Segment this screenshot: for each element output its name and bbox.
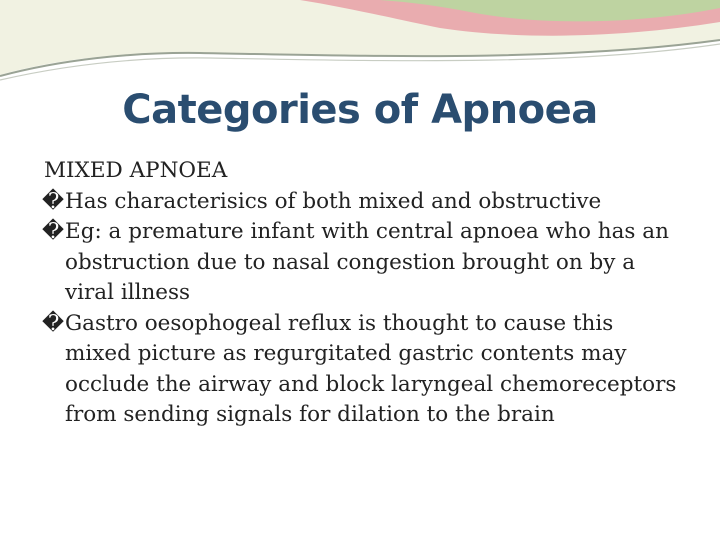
bullet-text: Has characterisics of both mixed and obstructive — [65, 188, 602, 214]
bullet-marker-icon: � — [42, 188, 65, 214]
bullet-marker-icon: � — [42, 219, 65, 244]
slide-title: Categories of Apnoea — [122, 87, 598, 133]
bullet-text: Gastro oesophogeal reflux is thought to cause this mixed picture as regurgitated gastric contents may occlude the airway and block laryngeal chemoreceptors from sending signals for dilation to the brain — [65, 310, 677, 427]
slide-body — [44, 156, 684, 431]
section-heading: MIXED APNOEA — [44, 158, 228, 183]
header-swoosh-decoration — [0, 0, 720, 95]
bullet-item — [44, 187, 684, 218]
bullet-item — [44, 217, 684, 309]
bullet-item — [44, 309, 684, 431]
bullet-text: Eg: a premature infant with central apnoea who has an obstruction due to nasal congestion brought on by a viral illness — [65, 219, 669, 305]
bullet-marker-icon: � — [42, 310, 65, 336]
